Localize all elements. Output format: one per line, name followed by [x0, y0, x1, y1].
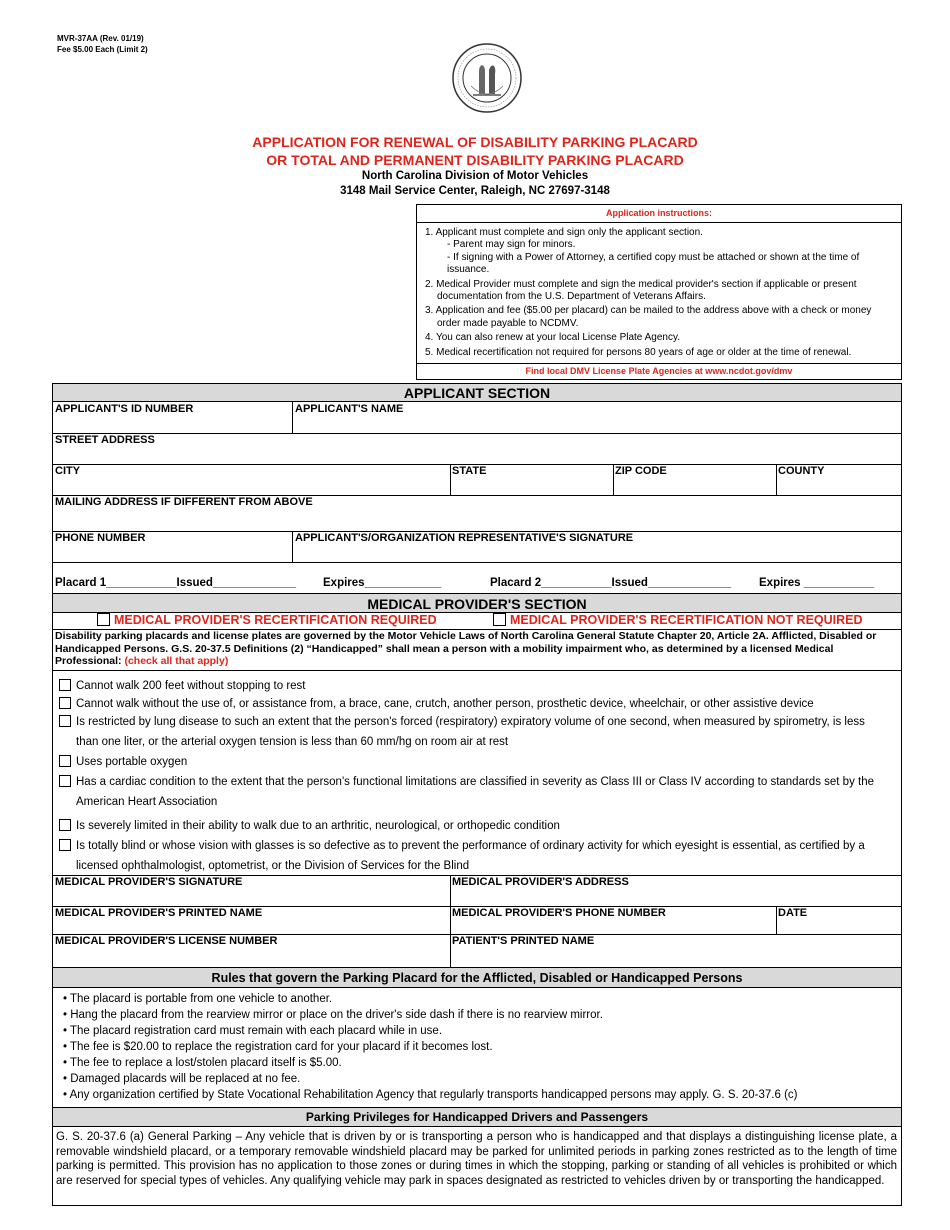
recert-required-checkbox[interactable] [97, 613, 110, 626]
instruction-item [425, 227, 893, 277]
provider-signature-label: MEDICAL PROVIDER'S SIGNATURE [55, 876, 243, 888]
phone-number-label: PHONE NUMBER [55, 532, 146, 544]
instructions-footer-link[interactable]: Find local DMV License Plate Agencies at www.ncdot.gov/dmv [417, 363, 901, 379]
parking-privileges-heading: Parking Privileges for Handicapped Drivers and Passengers [53, 1107, 901, 1127]
provider-printed-name-label: MEDICAL PROVIDER'S PRINTED NAME [55, 907, 263, 919]
mailing-address-label: MAILING ADDRESS IF DIFFERENT FROM ABOVE [55, 496, 313, 508]
county-label: COUNTY [778, 465, 825, 477]
rule-item: • The placard is portable from one vehicle to another. [63, 991, 895, 1007]
placard-1-expires: Expires____________ [323, 577, 442, 589]
recert-not-required-label: MEDICAL PROVIDER'S RECERTIFICATION NOT REQUIRED [510, 613, 863, 627]
divider [53, 433, 901, 434]
recert-not-required-option[interactable] [493, 613, 863, 627]
rule-item: • Damaged placards will be replaced at no fee. [63, 1071, 895, 1087]
rules-heading: Rules that govern the Parking Placard for the Afflicted, Disabled or Handicapped Persons [53, 967, 901, 988]
condition-text: Is severely limited in their ability to walk due to an arthritic, neurological, or orthopedic condition [76, 820, 560, 832]
patient-printed-name-label: PATIENT'S PRINTED NAME [452, 935, 595, 947]
rule-item: • The fee is $20.00 to replace the registration card for your placard if it becomes lost. [63, 1039, 895, 1055]
condition-item[interactable] [59, 772, 889, 812]
divider [613, 464, 614, 495]
condition-checkbox[interactable] [59, 755, 71, 767]
placard-2-field: Placard 2___________Issued_____________ [490, 577, 732, 589]
condition-checkbox[interactable] [59, 697, 71, 709]
check-all-note: (check all that apply) [124, 655, 229, 667]
provider-phone-label: MEDICAL PROVIDER'S PHONE NUMBER [452, 907, 666, 919]
applicant-name-label: APPLICANT'S NAME [295, 403, 404, 415]
rule-item: • The fee to replace a lost/stolen placard itself is $5.00. [63, 1055, 895, 1071]
form-title-line1: APPLICATION FOR RENEWAL OF DISABILITY PARKING PLACARD [252, 134, 698, 150]
condition-checkbox[interactable] [59, 775, 71, 787]
divider [53, 670, 901, 671]
condition-item[interactable] [59, 712, 889, 752]
recert-not-required-checkbox[interactable] [493, 613, 506, 626]
form-title-line2: OR TOTAL AND PERMANENT DISABILITY PARKING PLACARD [266, 152, 684, 168]
instructions-list [417, 223, 901, 359]
provider-license-label: MEDICAL PROVIDER'S LICENSE NUMBER [55, 935, 278, 947]
city-label: CITY [55, 465, 81, 477]
rule-item: • Any organization certified by State Vocational Rehabilitation Agency that regularly transports handicapped persons may apply. G. S. 20-37.6 (c) [63, 1087, 895, 1103]
state-label: STATE [452, 465, 487, 477]
applicant-signature-label: APPLICANT'S/ORGANIZATION REPRESENTATIVE'S SIGNATURE [295, 532, 634, 544]
instruction-2: 2. Medical Provider must complete and sign the medical provider's section if applicable or present documentation from the U.S. Department of Veterans Affairs. [425, 278, 857, 303]
condition-text: Is totally blind or whose vision with glasses is so defective as to prevent the performance of ordinary activity for which eyesight is essential, as certified by a licensed ophthalmologist, optometrist, or the Division of Services for the Blind [76, 840, 865, 872]
condition-item[interactable] [59, 836, 889, 876]
divider [450, 875, 451, 967]
provider-address-label: MEDICAL PROVIDER'S ADDRESS [452, 876, 629, 888]
divider [776, 906, 777, 934]
instruction-1-sub1: - Parent may sign for minors. [447, 239, 576, 251]
divider [292, 531, 293, 562]
divider [292, 402, 293, 433]
agency-name: North Carolina Division of Motor Vehicles [361, 170, 589, 182]
condition-text: Uses portable oxygen [76, 756, 188, 768]
law-text: Disability parking placards and license plates are governed by the Motor Vehicle Laws of North Carolina General Statute Chapter 20, Article 2A. Afflicted, Disabled or Handicapped Persons. G.S. 20-37.5 Definitions (2) “Handicapped” shall mean a person with a mobility impairment who, as determined by a licensed Medical Professional: [55, 630, 877, 667]
condition-text: Cannot walk 200 feet without stopping to rest [76, 680, 306, 692]
date-label: DATE [778, 907, 808, 919]
rule-item: • The placard registration card must remain with each placard while in use. [63, 1023, 895, 1039]
state-seal-icon [451, 42, 523, 114]
medical-section-heading: MEDICAL PROVIDER'S SECTION [53, 593, 901, 613]
condition-checkbox[interactable] [59, 715, 71, 727]
divider [450, 464, 451, 495]
recert-required-option[interactable] [97, 613, 437, 627]
condition-item[interactable] [59, 694, 889, 714]
divider [53, 562, 901, 563]
agency-address: 3148 Mail Service Center, Raleigh, NC 27697-3148 [340, 185, 610, 197]
condition-item[interactable] [59, 752, 889, 772]
applicant-section-heading: APPLICANT SECTION [53, 384, 901, 402]
instruction-1-sub2: - If signing with a Power of Attorney, a certified copy must be attached or shown at the time of issuance. [447, 251, 860, 276]
condition-checkbox[interactable] [59, 679, 71, 691]
condition-text: Has a cardiac condition to the extent that the person's functional limitations are classified in severity as Class III or Class IV according to standards set by the American Heart Association [76, 776, 875, 808]
instruction-1: 1. Applicant must complete and sign only the applicant section. [425, 227, 703, 238]
condition-item[interactable] [59, 676, 889, 696]
rules-list [63, 991, 895, 1103]
divider [776, 464, 777, 495]
form-fee: Fee $5.00 Each (Limit 2) [57, 45, 148, 54]
zip-code-label: ZIP CODE [615, 465, 667, 477]
condition-checkbox[interactable] [59, 819, 71, 831]
instructions-box [416, 204, 902, 380]
recert-required-label: MEDICAL PROVIDER'S RECERTIFICATION REQUIRED [114, 613, 437, 627]
form-revision: MVR-37AA (Rev. 01/19) [57, 34, 144, 43]
instruction-3: 3. Application and fee ($5.00 per placard) can be mailed to the address above with a check or money order made payable to NCDMV. [425, 305, 872, 329]
condition-item[interactable] [59, 816, 889, 836]
law-text-block [55, 630, 897, 668]
form-body [52, 383, 902, 1206]
rule-item: • Hang the placard from the rearview mirror or place on the driver's side dash if there is no rearview mirror. [63, 1007, 895, 1023]
instructions-heading: Application instructions: [417, 205, 901, 223]
parking-privileges-text: G. S. 20-37.6 (a) General Parking – Any vehicle that is driven by or is transporting a person who is handicapped and that displays a distinguishing license plate, a removable windshield placard, or a temporary removable windshield placard may be parked for unlimited periods in parking zones restricted as to the length of time parking is permitted. This provision has no application to those zones or during times in which the stopping, parking or standing of all vehicles is prohibited or which are reserved for special types of vehicles. Any qualifying vehicle may park in spaces designated as restricted to vehicles driven by or transporting the handicapped. [56, 1131, 897, 1187]
form-number [57, 33, 148, 55]
street-address-label: STREET ADDRESS [55, 434, 155, 446]
condition-checkbox[interactable] [59, 839, 71, 851]
placard-2-expires: Expires ___________ [759, 577, 875, 589]
applicant-id-label: APPLICANT'S ID NUMBER [55, 403, 194, 415]
condition-text: Is restricted by lung disease to such an extent that the person's forced (respiratory) expiratory volume of one second, when measured by spirometry, is less than one liter, or the arterial oxygen tension is less than 60 mm/hg on room air at rest [76, 716, 865, 748]
placard-1-field: Placard 1___________Issued_____________ [55, 577, 297, 589]
condition-text: Cannot walk without the use of, or assistance from, a brace, cane, crutch, another person, prosthetic device, wheelchair, or other assistive device [76, 698, 814, 710]
instruction-4: 4. You can also renew at your local License Plate Agency. [425, 332, 680, 344]
instruction-5: 5. Medical recertification not required for persons 80 years of age or older at the time of renewal. [425, 346, 852, 358]
